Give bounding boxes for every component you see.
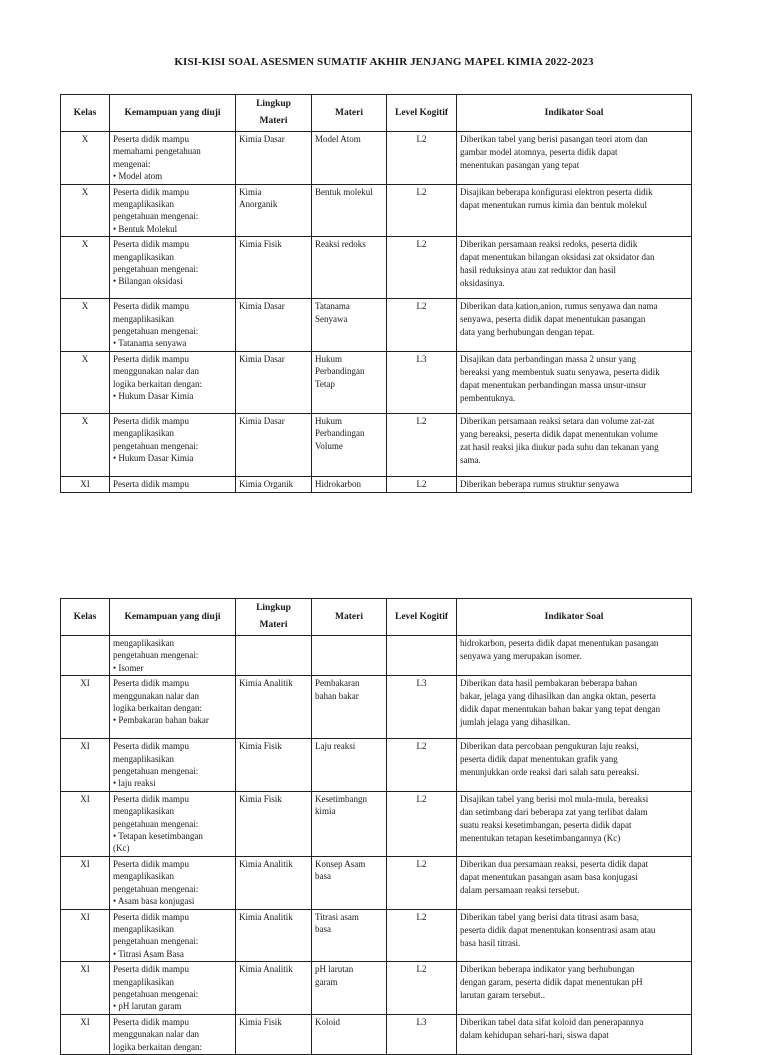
cell-kemampuan-line: pengetahuan mengenai: xyxy=(113,440,199,451)
cell-indikator-line: menentukan pasangan yang tepat xyxy=(460,160,580,170)
header-indikator: Indikator Soal xyxy=(457,599,692,636)
table-row xyxy=(61,1014,692,1054)
table-body-page-1 xyxy=(61,132,692,493)
cell-level: L2 xyxy=(387,237,457,299)
cell-lingkup-materi-line: Kimia xyxy=(239,186,262,197)
cell-materi-line: bahan bakar xyxy=(315,690,359,701)
table-row xyxy=(61,962,692,1015)
cell-indikator-line: dan setimbang dari beberapa zat yang terlibat dalam xyxy=(460,806,648,817)
cell-level: L3 xyxy=(387,351,457,413)
cell-indikator-line: Diberikan persamaan reaksi redoks, peserta didik xyxy=(460,239,638,250)
cell-level: L2 xyxy=(387,856,457,909)
cell-level: L2 xyxy=(387,909,457,962)
table-row xyxy=(61,676,692,739)
cell-kelas: X xyxy=(61,237,110,299)
cell-kemampuan-line: Peserta didik mampu xyxy=(113,858,189,869)
cell-lingkup-materi xyxy=(236,132,312,185)
cell-lingkup-materi xyxy=(236,351,312,413)
cell-materi-line: pH larutan xyxy=(315,964,354,975)
cell-level: L2 xyxy=(387,299,457,352)
cell-lingkup-materi-line: Kimia Fisik xyxy=(239,239,282,250)
cell-lingkup-materi xyxy=(236,962,312,1015)
cell-materi-line: Volume xyxy=(315,440,343,451)
cell-kemampuan xyxy=(110,909,236,962)
cell-indikator-line: menentukan tetapan kesetimbangannya (Kc) xyxy=(460,832,621,843)
header-indikator: Indikator Soal xyxy=(457,95,692,132)
cell-indikator-line: oksidasinya. xyxy=(460,278,505,289)
cell-level: L2 xyxy=(387,184,457,237)
cell-indikator xyxy=(457,909,692,962)
cell-lingkup-materi xyxy=(236,184,312,237)
cell-kemampuan-line: • Bentuk Molekul xyxy=(113,223,178,234)
cell-kemampuan-line: mengaplikasikan xyxy=(113,806,174,817)
cell-kemampuan-line: mengaplikasikan xyxy=(113,313,174,324)
cell-kemampuan-line: • Titrasi Asam Basa xyxy=(113,948,184,959)
cell-kemampuan-line: pengetahuan mengenai: xyxy=(113,211,199,222)
cell-materi xyxy=(312,476,387,492)
cell-materi xyxy=(312,184,387,237)
cell-indikator-line: Diberikan data kation,anion, rumus senyawa dan nama xyxy=(460,301,658,312)
cell-kemampuan-line: Peserta didik mampu xyxy=(113,415,189,426)
cell-kemampuan-line: • Pembakaran bahan bakar xyxy=(113,715,209,726)
cell-kelas: X xyxy=(61,351,110,413)
cell-lingkup-materi-line: Kimia Analitik xyxy=(239,964,293,975)
cell-kemampuan-line: pengetahuan mengenai: xyxy=(113,818,199,829)
cell-kemampuan-line: pengetahuan mengenai: xyxy=(113,883,199,894)
cell-materi xyxy=(312,676,387,739)
cell-indikator-line: Diberikan dua persamaan reaksi, peserta didik dapat xyxy=(460,858,649,869)
cell-indikator xyxy=(457,676,692,739)
table-row xyxy=(61,237,692,299)
cell-kemampuan-line: • Tatanama senyawa xyxy=(113,338,187,349)
cell-indikator-line: Disajikan data perbandingan massa 2 unsur yang xyxy=(460,353,636,364)
cell-indikator-line: peserta didik dapat menentukan grafik yang xyxy=(460,754,618,765)
cell-kemampuan-line: Peserta didik mampu xyxy=(113,134,189,144)
cell-indikator-line: yang bereaksi, peserta didik dapat menentukan volume xyxy=(460,428,658,439)
cell-lingkup-materi xyxy=(236,909,312,962)
cell-indikator-line: Disajikan beberapa konfigurasi elektron peserta didik xyxy=(460,186,653,197)
cell-kemampuan-line: Peserta didik mampu xyxy=(113,478,189,489)
cell-level: L3 xyxy=(387,1014,457,1054)
header-kemampuan: Kemampuan yang diuji xyxy=(110,599,236,636)
cell-kemampuan-line: • Asam basa konjugasi xyxy=(113,896,195,907)
cell-kemampuan-line: Peserta didik mampu xyxy=(113,964,189,975)
cell-kemampuan xyxy=(110,351,236,413)
cell-lingkup-materi-line: Kimia Dasar xyxy=(239,301,285,312)
cell-kemampuan-line: mengaplikasikan xyxy=(113,251,174,262)
header-lingkup-materi: Lingkup Materi xyxy=(236,599,312,636)
cell-kemampuan xyxy=(110,299,236,352)
cell-indikator xyxy=(457,791,692,856)
cell-indikator-line: hasil reduksinya atau zat reduktor dan hasil xyxy=(460,265,616,276)
cell-materi xyxy=(312,1014,387,1054)
table-row xyxy=(61,351,692,413)
cell-kemampuan-line: Peserta didik mampu xyxy=(113,793,189,804)
cell-materi-line: Hukum xyxy=(315,353,342,364)
cell-indikator-line: sama. xyxy=(460,454,481,465)
cell-indikator-line: Diberikan data percobaan pengukuran laju reaksi, xyxy=(460,741,639,752)
cell-materi xyxy=(312,351,387,413)
cell-level: L3 xyxy=(387,676,457,739)
header-level: Level Kogitif xyxy=(387,599,457,636)
cell-kemampuan-line: Peserta didik mampu xyxy=(113,741,189,752)
cell-kemampuan xyxy=(110,636,236,676)
cell-materi-line: Tatanama xyxy=(315,301,350,312)
cell-indikator xyxy=(457,962,692,1015)
cell-materi xyxy=(312,856,387,909)
cell-indikator-line: dapat menentukan pasangan asam basa konjugasi xyxy=(460,871,638,882)
cell-materi-line: Hidrokarbon xyxy=(315,478,361,489)
cell-lingkup-materi-line: Kimia Analitik xyxy=(239,678,293,689)
cell-kemampuan-line: • laju reaksi xyxy=(113,778,156,789)
cell-indikator xyxy=(457,237,692,299)
cell-indikator xyxy=(457,299,692,352)
cell-kelas xyxy=(61,636,110,676)
cell-materi xyxy=(312,237,387,299)
header-level: Level Kogitif xyxy=(387,95,457,132)
cell-kemampuan xyxy=(110,413,236,476)
cell-materi-line: kimia xyxy=(315,806,336,817)
cell-level: L2 xyxy=(387,476,457,492)
cell-indikator xyxy=(457,476,692,492)
cell-lingkup-materi xyxy=(236,676,312,739)
cell-materi-line: Perbandingan xyxy=(315,366,365,377)
cell-indikator xyxy=(457,132,692,185)
cell-materi-line: Model Atom xyxy=(315,134,361,144)
cell-indikator xyxy=(457,856,692,909)
header-kelas: Kelas xyxy=(61,599,110,636)
cell-kemampuan-line: mengenai: xyxy=(113,158,151,169)
cell-indikator xyxy=(457,739,692,792)
cell-kelas: X xyxy=(61,132,110,185)
cell-kemampuan-line: • Hukum Dasar Kimia xyxy=(113,453,194,464)
cell-lingkup-materi-line: Kimia Dasar xyxy=(239,353,285,364)
cell-indikator-line: basa hasil titrasi. xyxy=(460,937,521,948)
cell-materi-line: Tetap xyxy=(315,378,335,389)
cell-lingkup-materi-line: Kimia Fisik xyxy=(239,741,282,752)
cell-indikator xyxy=(457,636,692,676)
cell-kemampuan-line: mengaplikasikan xyxy=(113,428,174,439)
cell-materi-line: Hukum xyxy=(315,415,342,426)
cell-indikator-line: larutan garam tersebut.. xyxy=(460,990,545,1001)
cell-kemampuan-line: pengetahuan mengenai: xyxy=(113,326,199,337)
cell-kelas: XI xyxy=(61,676,110,739)
cell-indikator-line: suatu reaksi kesetimbangan, peserta didik dapat xyxy=(460,819,632,830)
cell-kemampuan xyxy=(110,184,236,237)
cell-indikator-line: zat hasil reaksi jika diukur pada suhu dan tekanan yang xyxy=(460,441,659,452)
cell-lingkup-materi xyxy=(236,636,312,676)
cell-indikator xyxy=(457,184,692,237)
cell-kemampuan xyxy=(110,791,236,856)
cell-level xyxy=(387,636,457,676)
cell-indikator-line: dapat menentukan rumus kimia dan bentuk molekul xyxy=(460,199,647,210)
cell-indikator-line: dapat menentukan perbandingan massa unsur-unsur xyxy=(460,379,647,390)
kisi-table-page-1 xyxy=(60,94,692,493)
header-lingkup-materi: Lingkup Materi xyxy=(236,95,312,132)
cell-kemampuan-line: pengetahuan mengenai: xyxy=(113,766,199,777)
cell-lingkup-materi xyxy=(236,856,312,909)
cell-lingkup-materi xyxy=(236,791,312,856)
cell-lingkup-materi-line: Kimia Dasar xyxy=(239,134,285,144)
cell-kemampuan-line: Peserta didik mampu xyxy=(113,239,189,250)
cell-level: L2 xyxy=(387,413,457,476)
cell-kemampuan-line: Peserta didik mampu xyxy=(113,353,189,364)
cell-level: L2 xyxy=(387,739,457,792)
cell-kelas: XI xyxy=(61,476,110,492)
cell-materi-line: Bentuk molekul xyxy=(315,186,373,197)
cell-lingkup-materi xyxy=(236,739,312,792)
cell-kemampuan xyxy=(110,676,236,739)
cell-kemampuan-line: menggunakan nalar dan xyxy=(113,366,199,377)
cell-materi xyxy=(312,132,387,185)
cell-materi-line: Perbandingan xyxy=(315,428,365,439)
cell-indikator-line: senyawa yang merupakan isomer. xyxy=(460,651,582,661)
table-row xyxy=(61,856,692,909)
cell-materi-line: garam xyxy=(315,976,338,987)
table-row xyxy=(61,739,692,792)
cell-lingkup-materi-line: Anorganik xyxy=(239,199,278,210)
cell-kelas: XI xyxy=(61,739,110,792)
cell-indikator-line: dengan garam, peserta didik dapat menentukan pH xyxy=(460,977,643,988)
cell-materi xyxy=(312,791,387,856)
cell-materi-line: Koloid xyxy=(315,1016,341,1027)
cell-kemampuan-line: Peserta didik mampu xyxy=(113,301,189,312)
cell-lingkup-materi-line: Kimia Fisik xyxy=(239,793,282,804)
cell-level: L2 xyxy=(387,791,457,856)
cell-kemampuan-line: logika berkaitan dengan: xyxy=(113,703,202,714)
cell-kemampuan xyxy=(110,856,236,909)
cell-indikator-line: Diberikan data hasil pembakaran beberapa bahan xyxy=(460,678,638,689)
cell-kemampuan-line: mengaplikasikan xyxy=(113,638,174,648)
cell-kemampuan xyxy=(110,476,236,492)
cell-kemampuan-line: Peserta didik mampu xyxy=(113,911,189,922)
cell-indikator-line: data yang berhubungan dengan tepat. xyxy=(460,327,595,338)
cell-lingkup-materi-line: Kimia Analitik xyxy=(239,911,293,922)
table-row xyxy=(61,636,692,676)
cell-kelas: XI xyxy=(61,856,110,909)
cell-kemampuan-line: • Hukum Dasar Kimia xyxy=(113,391,194,402)
cell-kemampuan-line: pengetahuan mengenai: xyxy=(113,988,199,999)
cell-kelas: XI xyxy=(61,1014,110,1054)
cell-indikator-line: Diberikan persamaan reaksi setara dan volume zat-zat xyxy=(460,415,655,426)
cell-kemampuan-line: pengetahuan mengenai: xyxy=(113,650,199,661)
cell-kemampuan-line: pengetahuan mengenai: xyxy=(113,936,199,947)
table-row xyxy=(61,909,692,962)
cell-kemampuan xyxy=(110,739,236,792)
cell-indikator-line: peserta didik dapat menentukan konsentrasi asam atau xyxy=(460,924,656,935)
cell-kemampuan-line: menggunakan nalar dan xyxy=(113,690,199,701)
cell-indikator-line: Diberikan beberapa indikator yang berhubungan xyxy=(460,964,635,975)
cell-kemampuan-line: mengaplikasikan xyxy=(113,871,174,882)
table-row xyxy=(61,299,692,352)
cell-indikator xyxy=(457,413,692,476)
cell-kemampuan xyxy=(110,962,236,1015)
header-kemampuan: Kemampuan yang diuji xyxy=(110,95,236,132)
document-title: KISI-KISI SOAL ASESMEN SUMATIF AKHIR JENJANG MAPEL KIMIA 2022-2023 xyxy=(174,56,594,68)
cell-indikator-line: hidrokarbon, peserta didik dapat menentukan pasangan xyxy=(460,638,659,648)
cell-materi-line: basa xyxy=(315,871,331,882)
table-row xyxy=(61,184,692,237)
cell-indikator-line: bereaksi yang membentuk suatu senyawa, peserta didik xyxy=(460,366,660,377)
cell-lingkup-materi xyxy=(236,476,312,492)
header-kelas: Kelas xyxy=(61,95,110,132)
cell-indikator-line: Diberikan tabel yang berisi pasangan teori atom dan xyxy=(460,134,648,144)
cell-kemampuan-line: pengetahuan mengenai: xyxy=(113,264,199,275)
cell-kemampuan-line: logika berkaitan dengan: xyxy=(113,378,202,389)
cell-kemampuan-line: memahami pengetahuan xyxy=(113,146,201,157)
cell-indikator xyxy=(457,351,692,413)
cell-materi xyxy=(312,962,387,1015)
table-header-row xyxy=(61,95,692,132)
cell-kelas: XI xyxy=(61,909,110,962)
cell-indikator-line: jumlah jelaga yang dihasilkan. xyxy=(460,717,570,728)
cell-materi-line: Pembakaran xyxy=(315,678,360,689)
header-materi: Materi xyxy=(312,599,387,636)
cell-materi-line: Kesetimbangn xyxy=(315,793,367,804)
cell-materi xyxy=(312,413,387,476)
cell-kemampuan-line: Peserta didik mampu xyxy=(113,678,189,689)
cell-kemampuan xyxy=(110,132,236,185)
cell-lingkup-materi xyxy=(236,237,312,299)
cell-kemampuan-line: • Isomer xyxy=(113,662,144,673)
cell-kelas: X xyxy=(61,184,110,237)
cell-indikator xyxy=(457,1014,692,1054)
cell-indikator-line: senyawa, peserta didik dapat menentukan pasangan xyxy=(460,314,646,325)
cell-kemampuan-line: mengaplikasikan xyxy=(113,753,174,764)
table-row xyxy=(61,132,692,185)
cell-lingkup-materi xyxy=(236,299,312,352)
table-body-page-2 xyxy=(61,636,692,1055)
cell-kelas: X xyxy=(61,413,110,476)
cell-materi-line: Konsep Asam xyxy=(315,858,366,869)
cell-materi-line: Senyawa xyxy=(315,313,348,324)
cell-kemampuan-line: mengaplikasikan xyxy=(113,199,174,210)
cell-kemampuan-line: Peserta didik mampu xyxy=(113,1016,189,1027)
cell-materi xyxy=(312,299,387,352)
cell-indikator-line: dalam kehidupan sehari-hari, siswa dapat xyxy=(460,1029,609,1040)
cell-lingkup-materi-line: Kimia Dasar xyxy=(239,415,285,426)
cell-kemampuan xyxy=(110,1014,236,1054)
cell-materi-line: basa xyxy=(315,923,331,934)
cell-kemampuan-line: logika berkaitan dengan: xyxy=(113,1041,202,1052)
cell-materi xyxy=(312,909,387,962)
cell-materi-line: Titrasi asam xyxy=(315,911,359,922)
kisi-table-page-2 xyxy=(60,598,692,1055)
cell-materi-line: Reaksi redoks xyxy=(315,239,366,250)
cell-kemampuan-line: • Bilangan oksidasi xyxy=(113,276,183,287)
cell-indikator-line: gambar model atomnya, peserta didik dapat xyxy=(460,147,618,157)
cell-materi-line: Laju reaksi xyxy=(315,741,356,752)
cell-indikator-line: dapat menentukan bilangan oksidasi zat oksidator dan xyxy=(460,252,655,263)
cell-kemampuan-line: Peserta didik mampu xyxy=(113,186,189,197)
cell-lingkup-materi-line: Kimia Organik xyxy=(239,478,294,489)
cell-indikator-line: dalam persamaan reaksi tersebut. xyxy=(460,884,580,895)
cell-indikator-line: pembentuknya. xyxy=(460,392,516,403)
cell-kemampuan-line: menggunakan nalar dan xyxy=(113,1029,199,1040)
cell-indikator-line: didik dapat menentukan bahan bakar yang tepat dengan xyxy=(460,704,661,715)
cell-lingkup-materi-line: Kimia Analitik xyxy=(239,858,293,869)
cell-lingkup-materi-line: Kimia Fisik xyxy=(239,1016,282,1027)
cell-indikator-line: Diberikan tabel yang berisi data titrasi asam basa, xyxy=(460,911,639,922)
cell-materi xyxy=(312,636,387,676)
table-row xyxy=(61,413,692,476)
cell-level: L2 xyxy=(387,962,457,1015)
table-row xyxy=(61,791,692,856)
cell-lingkup-materi xyxy=(236,1014,312,1054)
cell-indikator-line: menunjukkan orde reaksi dari salah satu pereaksi. xyxy=(460,767,640,778)
cell-kemampuan-line: mengaplikasikan xyxy=(113,976,174,987)
table-row xyxy=(61,476,692,492)
cell-kemampuan-line: mengaplikasikan xyxy=(113,923,174,934)
cell-indikator-line: bakar, jelaga yang dihasilkan dan angka oktan, peserta xyxy=(460,691,656,702)
cell-kemampuan-line: (Kc) xyxy=(113,843,130,854)
cell-kelas: XI xyxy=(61,791,110,856)
cell-kemampuan-line: • pH larutan garam xyxy=(113,1001,182,1012)
cell-kemampuan-line: • Tetapan kesetimbangan xyxy=(113,831,203,842)
cell-kemampuan xyxy=(110,237,236,299)
cell-indikator-line: Disajikan tabel yang berisi mol mula-mula, bereaksi xyxy=(460,793,649,804)
header-materi: Materi xyxy=(312,95,387,132)
cell-indikator-line: Diberikan beberapa rumus struktur senyawa xyxy=(460,478,619,489)
table-header-row xyxy=(61,599,692,636)
cell-kelas: X xyxy=(61,299,110,352)
cell-kemampuan-line: • Model atom xyxy=(113,171,163,182)
cell-level: L2 xyxy=(387,132,457,185)
cell-indikator-line: Diberikan tabel data sifat koloid dan penerapannya xyxy=(460,1016,644,1027)
cell-materi xyxy=(312,739,387,792)
cell-kelas: XI xyxy=(61,962,110,1015)
cell-lingkup-materi xyxy=(236,413,312,476)
